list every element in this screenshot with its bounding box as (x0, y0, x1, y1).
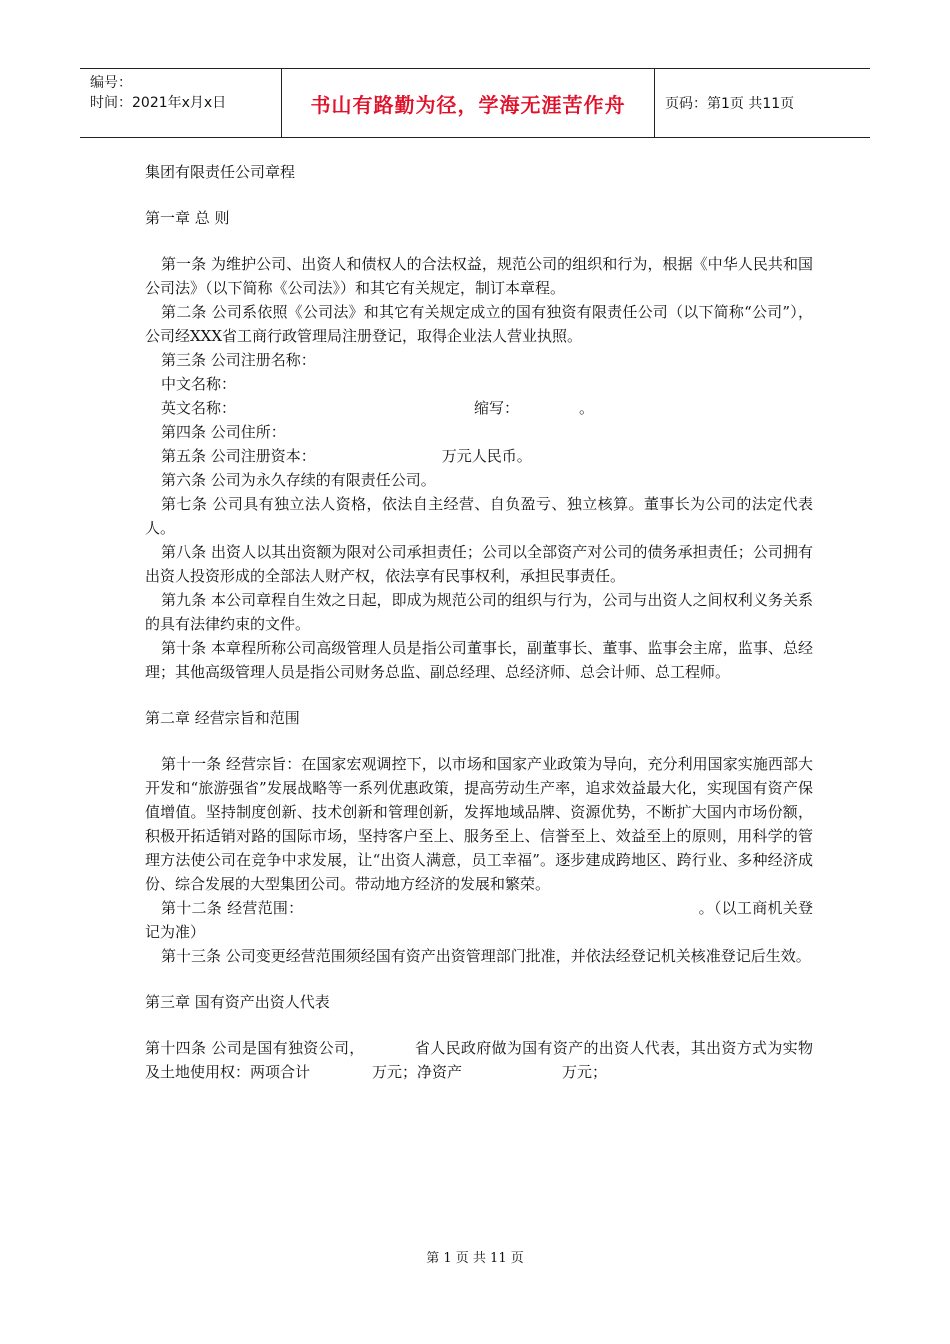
article-2: 第二条 公司系依照《公司法》和其它有关规定成立的国有独资有限责任公司（以下简称“公司”），公司经XXX省工商行政管理局注册登记，取得企业法人营业执照。 (145, 303, 813, 345)
article-6: 第六条 公司为永久存续的有限责任公司。 (161, 471, 436, 489)
document-title: 集团有限责任公司章程 (145, 163, 296, 181)
article-13: 第十三条 公司变更经营范围须经国有资产出资管理部门批准，并依法经登记机关核准登记后生效。 (161, 947, 811, 965)
article-10: 第十条 本章程所称公司高级管理人员是指公司董事长，副董事长、董事、监事会主席，监事、总经理；其他高级管理人员是指公司财务总监、副总经理、总经济师、总会计师、总工程师。 (145, 639, 813, 681)
article-4: 第四条 公司住所： (161, 423, 286, 441)
article-12 (145, 896, 813, 944)
header-motto: 书山有路勤为径，学海无涯苦作舟 (282, 69, 655, 137)
punctuation: 。 (579, 399, 595, 417)
article-12-label: 第十二条 经营范围： (161, 899, 304, 917)
article-14-part-3: 万元；净资产 (372, 1063, 463, 1081)
article-7: 第七条 公司具有独立法人资格，依法自主经营、自负盈亏、独立核算。董事长为公司的法定代表人。 (145, 495, 813, 537)
article-5-label: 第五条 公司注册资本： (161, 447, 316, 465)
header-page-number: 页码：第1页 共11页 (665, 96, 795, 112)
article-8: 第八条 出资人以其出资额为限对公司承担责任；公司以全部资产对公司的债务承担责任；公司拥有出资人投资形成的全部法人财产权，依法享有民事权利，承担民事责任。 (145, 543, 813, 585)
page-footer: 第 1 页 共 11 页 (426, 1251, 524, 1266)
article-14-part-2: 省人民政府做为国有资产的出资人代表，其出资方式为实物及土地使用权：两项合计 (145, 1039, 813, 1081)
document-time-label: 时间：2021年x月x日 (90, 95, 227, 111)
page-header (80, 68, 870, 138)
article-12-note: 。（以工商机关登记为准） (145, 899, 813, 941)
article-5-unit: 万元人民币。 (441, 447, 532, 465)
chapter-heading-1: 第一章 总 则 (145, 209, 230, 227)
chapter-heading-3: 第三章 国有资产出资人代表 (145, 993, 330, 1011)
article-5 (145, 444, 813, 468)
header-meta (80, 69, 282, 137)
article-3-english-name (145, 396, 813, 420)
english-name-label: 英文名称： (161, 399, 237, 417)
article-11: 第十一条 经营宗旨：在国家宏观调控下，以市场和国家产业政策为导向，充分利用国家实施西部大开发和“旅游强省”发展战略等一系列优惠政策，提高劳动生产率，追求效益最大化，实现国有资产保值增值。坚持制度创新、技术创新和管理创新，发挥地域品牌、资源优势，不断扩大国内市场份额，积极开拓适销对路的国际市场，坚持客户至上、服务至上、信誉至上、效益至上的原则，用科学的管理方法使公司在竞争中求发展，让“出资人满意，员工幸福”。逐步建成跨地区、跨行业、多种经济成份、综合发展的大型集团公司。带动地方经济的发展和繁荣。 (145, 755, 813, 893)
chapter-heading-2: 第二章 经营宗旨和范围 (145, 709, 300, 727)
article-1: 第一条 为维护公司、出资人和债权人的合法权益，规范公司的组织和行为，根据《中华人民共和国公司法》（以下简称《公司法》）和其它有关规定，制订本章程。 (145, 255, 813, 297)
article-3: 第三条 公司注册名称： (161, 351, 316, 369)
article-3-chinese-name: 中文名称： (161, 375, 237, 393)
abbreviation-label: 缩写： (474, 399, 520, 417)
document-body (145, 158, 813, 1084)
article-9: 第九条 本公司章程自生效之日起，即成为规范公司的组织与行为，公司与出资人之间权利义务关系的具有法律约束的文件。 (145, 591, 813, 633)
article-14-part-4: 万元； (562, 1063, 608, 1081)
article-14-part-1: 第十四条 公司是国有独资公司， (145, 1039, 365, 1057)
article-14 (145, 1036, 813, 1084)
document-number-label: 编号： (90, 75, 132, 91)
